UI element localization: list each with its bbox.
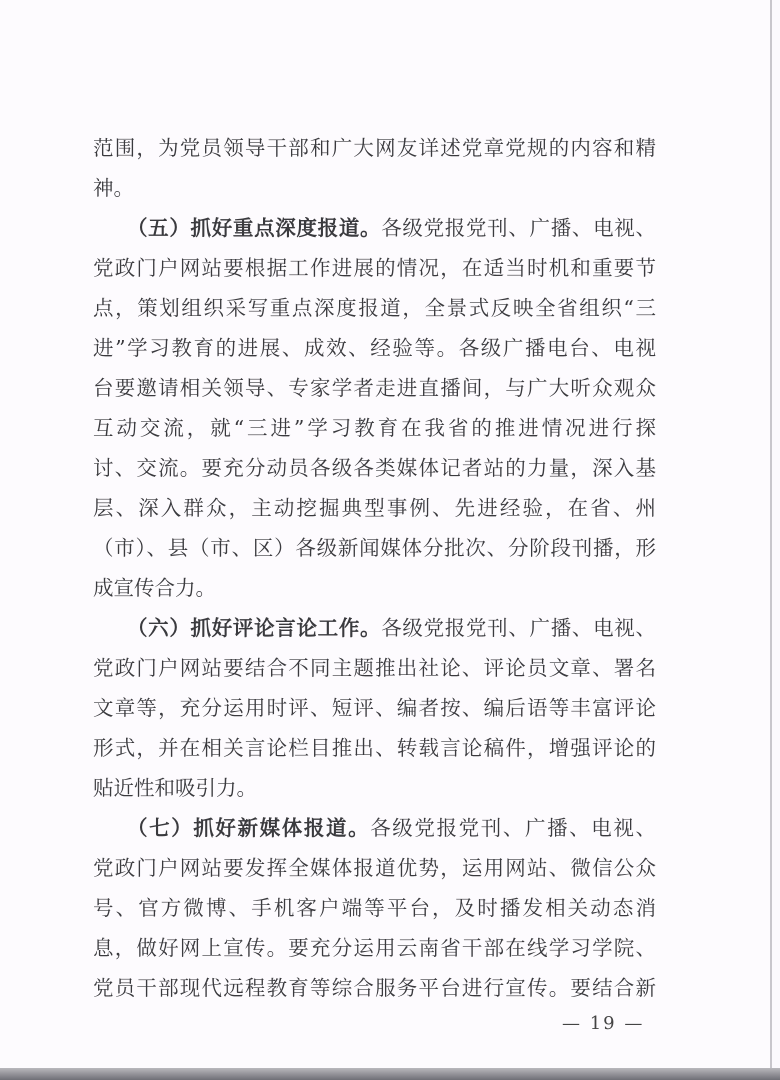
- text-line: [93, 408, 656, 448]
- line-text: 号、官方微博、手机客户端等平台，及时播发相关动态消: [93, 896, 656, 920]
- text-line: [93, 928, 656, 968]
- line-text: 党政门户网站要根据工作进展的情况，在适当时机和重要节: [93, 256, 656, 280]
- text-line: [93, 288, 656, 328]
- line-text: 范围，为党员领导干部和广大网友详述党章党规的内容和精: [93, 136, 656, 160]
- page-number: — 19 —: [562, 1013, 645, 1034]
- text-line: [93, 648, 656, 688]
- line-text: 各级党报党刊、广播、电视、: [370, 816, 657, 840]
- line-text: 各级党报党刊、广播、电视、: [381, 216, 656, 240]
- text-line: [93, 808, 656, 848]
- line-text: 进”学习教育的进展、成效、经验等。各级广播电台、电视: [93, 336, 656, 360]
- line-text: 成宣传合力。: [93, 576, 216, 600]
- section-heading: （七）抓好新媒体报道。: [127, 816, 371, 840]
- line-text: 党政门户网站要发挥全媒体报道优势，运用网站、微信公众: [93, 856, 656, 880]
- line-text: 台要邀请相关领导、专家学者走进直播间，与广大听众观众: [93, 376, 656, 400]
- line-text: 贴近性和吸引力。: [93, 776, 257, 800]
- text-line: [93, 168, 656, 208]
- section-heading: （六）抓好评论言论工作。: [127, 616, 382, 640]
- line-text: 形式，并在相关言论栏目推出、转载言论稿件，增强评论的: [93, 736, 656, 760]
- line-text: 层、深入群众，主动挖掘典型事例、先进经验，在省、州: [93, 496, 656, 520]
- line-text: 党员干部现代远程教育等综合服务平台进行宣传。要结合新: [93, 976, 656, 1000]
- body-text: [93, 128, 656, 1008]
- line-text: 党政门户网站要结合不同主题推出社论、评论员文章、署名: [93, 656, 656, 680]
- line-text: （市）、县（市、区）各级新闻媒体分批次、分阶段刊播，形: [93, 536, 656, 560]
- section-heading: （五）抓好重点深度报道。: [127, 216, 382, 240]
- line-text: 各级党报党刊、广播、电视、: [381, 616, 656, 640]
- text-line: [93, 208, 656, 248]
- text-line: [93, 448, 656, 488]
- text-line: [93, 888, 656, 928]
- text-line: [93, 728, 656, 768]
- line-text: 神。: [93, 176, 134, 200]
- text-line: [93, 528, 656, 568]
- line-text: 文章等，充分运用时评、短评、编者按、编后语等丰富评论: [93, 696, 656, 720]
- text-line: [93, 568, 656, 608]
- line-text: 讨、交流。要充分动员各级各类媒体记者站的力量，深入基: [93, 456, 656, 480]
- text-line: [93, 608, 656, 648]
- text-line: [93, 968, 656, 1008]
- text-line: [93, 328, 656, 368]
- line-text: 点，策划组织采写重点深度报道，全景式反映全省组织“三: [93, 296, 656, 320]
- scan-bottom-edge: [0, 1068, 780, 1080]
- text-line: [93, 768, 656, 808]
- text-line: [93, 248, 656, 288]
- text-line: [93, 368, 656, 408]
- line-text: 互动交流，就“三进”学习教育在我省的推进情况进行探: [93, 416, 656, 440]
- line-text: 息，做好网上宣传。要充分运用云南省干部在线学习学院、: [93, 936, 656, 960]
- text-line: [93, 688, 656, 728]
- text-line: [93, 488, 656, 528]
- text-line: [93, 128, 656, 168]
- text-line: [93, 848, 656, 888]
